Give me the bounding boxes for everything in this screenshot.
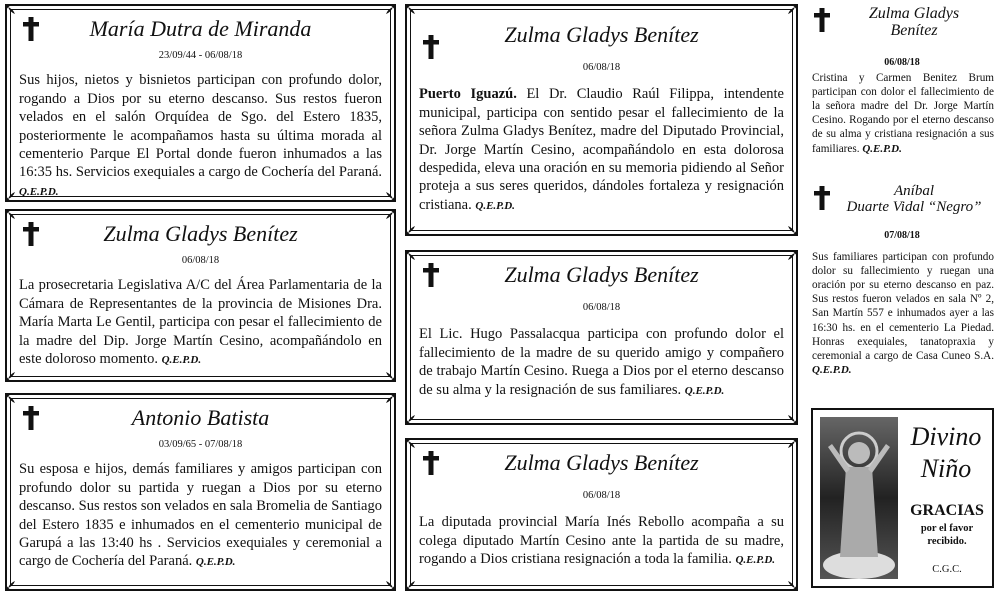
notice-zulma-passalacqua	[405, 250, 798, 425]
notice-zulma-rebollo	[405, 438, 798, 591]
notice-zulma-legislativa	[5, 209, 396, 382]
notice-lead: Puerto Iguazú.	[419, 86, 517, 103]
notice-text: La diputada provincial María Inés Rebollo acompaña a su colega diputado Martín Cesino ante la partida de su madre, rogando a Dios cristiana resignación a toda la familia.	[419, 514, 784, 568]
corner-ornament-icon	[783, 576, 799, 592]
notice-title: Zulma Gladys Benítez	[504, 22, 699, 47]
notice-text: Sus familiares participan con profundo dolor su fallecimiento y ruegan una oración por su eterno descanso en paz. Sus restos fueron velados en sala Nº 2, San Martín 557 e inhumados ayer a las 16:30 hs. en el cementerio La Piedad. Honras exequiales, tanatopraxia y ceremonial a cargo de Casa Cuneo S.A.	[812, 251, 994, 362]
corner-ornament-icon	[783, 249, 799, 265]
notice-text: Su esposa e hijos, demás familiares y amigos participan con profundo dolor su partida y ruegan a Dios por su eterno descanso. Sus restos son velados en sala Bromelia de Santiago del Estero 1835 e inhumados en el cementerio municipal de Garupá a las 13:40 hs . Servicios exequiales y ceremonial a cargo de Cochería del Paraná.	[19, 461, 382, 570]
qepd-label: Q.E.P.D.	[812, 363, 852, 376]
notice-text: El Lic. Hugo Passalacqua participa con profundo dolor el fallecimiento de la madre de su querido amigo y compañero de trabajo Martín Cesino. Ruega a Dios por el eterno descanso de su alma y la resignación de sus familiares.	[419, 326, 784, 398]
corner-ornament-icon	[381, 367, 397, 383]
thanks-favor: por el favor recibido.	[920, 523, 974, 547]
corner-ornament-icon	[404, 221, 420, 237]
corner-ornament-icon	[783, 3, 799, 19]
qepd-label: Q.E.P.D.	[862, 142, 902, 155]
cross-icon	[21, 221, 41, 247]
notice-title: Zulma Gladys Benítez	[103, 221, 298, 246]
thanks-gracias: GRACIAS	[910, 502, 984, 519]
notice-body	[419, 85, 784, 214]
notice-antonio-batista	[5, 393, 396, 591]
corner-ornament-icon	[4, 208, 20, 224]
corner-ornament-icon	[404, 3, 420, 19]
notice-body	[19, 71, 382, 200]
title-line: Zulma Gladys	[868, 5, 960, 22]
qepd-label: Q.E.P.D.	[161, 354, 202, 367]
notice-title: Zulma Gladys Benítez	[504, 262, 699, 287]
thanks-initials: C.G.C.	[932, 564, 962, 575]
corner-ornament-icon	[381, 208, 397, 224]
corner-ornament-icon	[381, 576, 397, 592]
notice-date: 03/09/65 - 07/08/18	[158, 439, 243, 451]
qepd-label: Q.E.P.D.	[684, 384, 725, 397]
qepd-label: Q.E.P.D.	[195, 556, 236, 569]
right-notice-title	[834, 6, 994, 40]
corner-ornament-icon	[404, 249, 420, 265]
notice-text: Sus hijos, nietos y bisnietos participan con profundo dolor, rogando a Dios por su eterno descanso. Sus restos fueron velados en el salón Orquídea de Sgo. del Estero 1835, posteriormente le acompañamos hasta su última morada al cementerio Parque El Portal donde fueron inhumados a las 16:35 hs. Servicios exequiales a cargo de Cochería del Paraná.	[19, 72, 382, 181]
title-line: Duarte Vidal “Negro”	[846, 198, 982, 215]
qepd-label: Q.E.P.D.	[475, 199, 515, 212]
cross-icon	[21, 16, 41, 42]
title-line: Benítez	[890, 21, 938, 39]
corner-ornament-icon	[783, 410, 799, 426]
qepd-label: Q.E.P.D.	[735, 554, 776, 567]
corner-ornament-icon	[4, 3, 20, 19]
divino-nino-image	[820, 417, 898, 579]
thanks-notice	[811, 408, 994, 588]
corner-ornament-icon	[783, 437, 799, 453]
notice-date: 23/09/44 - 06/08/18	[158, 50, 243, 62]
right-notice-date: 07/08/18	[884, 230, 920, 241]
corner-ornament-icon	[4, 367, 20, 383]
corner-ornament-icon	[404, 410, 420, 426]
notice-text: El Dr. Claudio Raúl Filippa, intendente municipal, participa con sentido pesar el fallecimiento de la señora Zulma Gladys Benítez, madre del Diputado Provincial, Dr. Jorge Martín Cesino, acompañándolo en esta dolorosa despedida, eleva una oración en su memoria pidiendo al Señor proteja a sus seres queridos, dándoles fortaleza y resignación cristiana.	[419, 86, 784, 213]
cross-icon	[421, 450, 441, 476]
corner-ornament-icon	[4, 187, 20, 203]
notice-date: 06/08/18	[582, 62, 621, 74]
corner-ornament-icon	[783, 221, 799, 237]
cross-icon	[421, 262, 441, 288]
notice-body	[419, 325, 784, 399]
corner-ornament-icon	[381, 392, 397, 408]
cross-icon	[813, 8, 831, 32]
corner-ornament-icon	[381, 3, 397, 19]
notice-text: La prosecretaria Legislativa A/C del Área Parlamentaria de la Cámara de Representantes de la provincia de Misiones Dra. María Marta Le Gentil, participa con pesar el fallecimiento de la madre del Dip. Jorge Martín Cesino, acompañándolo en este doloroso momento.	[19, 277, 382, 368]
corner-ornament-icon	[381, 187, 397, 203]
corner-ornament-icon	[404, 576, 420, 592]
thanks-title-line2: Niño	[920, 454, 972, 483]
notice-body	[19, 276, 382, 368]
right-notice-body	[812, 250, 994, 378]
right-notice-body	[812, 71, 994, 156]
notice-body	[19, 460, 382, 570]
notice-maria-dutra	[5, 4, 396, 202]
notice-date: 06/08/18	[181, 255, 220, 267]
corner-ornament-icon	[404, 437, 420, 453]
right-notice-title	[834, 184, 994, 216]
corner-ornament-icon	[4, 576, 20, 592]
title-line: Aníbal	[894, 183, 934, 199]
thanks-title-line1: Divino	[910, 422, 982, 451]
notice-date: 06/08/18	[582, 490, 621, 502]
qepd-label: Q.E.P.D.	[19, 185, 59, 198]
notice-title: Antonio Batista	[131, 405, 270, 430]
notice-body	[419, 513, 784, 568]
notice-date: 06/08/18	[582, 302, 621, 314]
cross-icon	[21, 405, 41, 431]
notice-text: Cristina y Carmen Benitez Brum participan con dolor el fallecimiento de la señora madre del Dr. Jorge Martín Cesino. Rogando por el eterno descanso de su alma y cristiana resignación a sus familiares.	[812, 72, 994, 155]
cross-icon	[813, 186, 831, 210]
notice-title: María Dutra de Miranda	[89, 16, 312, 41]
right-notice-date: 06/08/18	[884, 57, 920, 68]
notice-title: Zulma Gladys Benítez	[504, 450, 699, 475]
notice-zulma-iguazu	[405, 4, 798, 236]
corner-ornament-icon	[4, 392, 20, 408]
cross-icon	[421, 34, 441, 60]
